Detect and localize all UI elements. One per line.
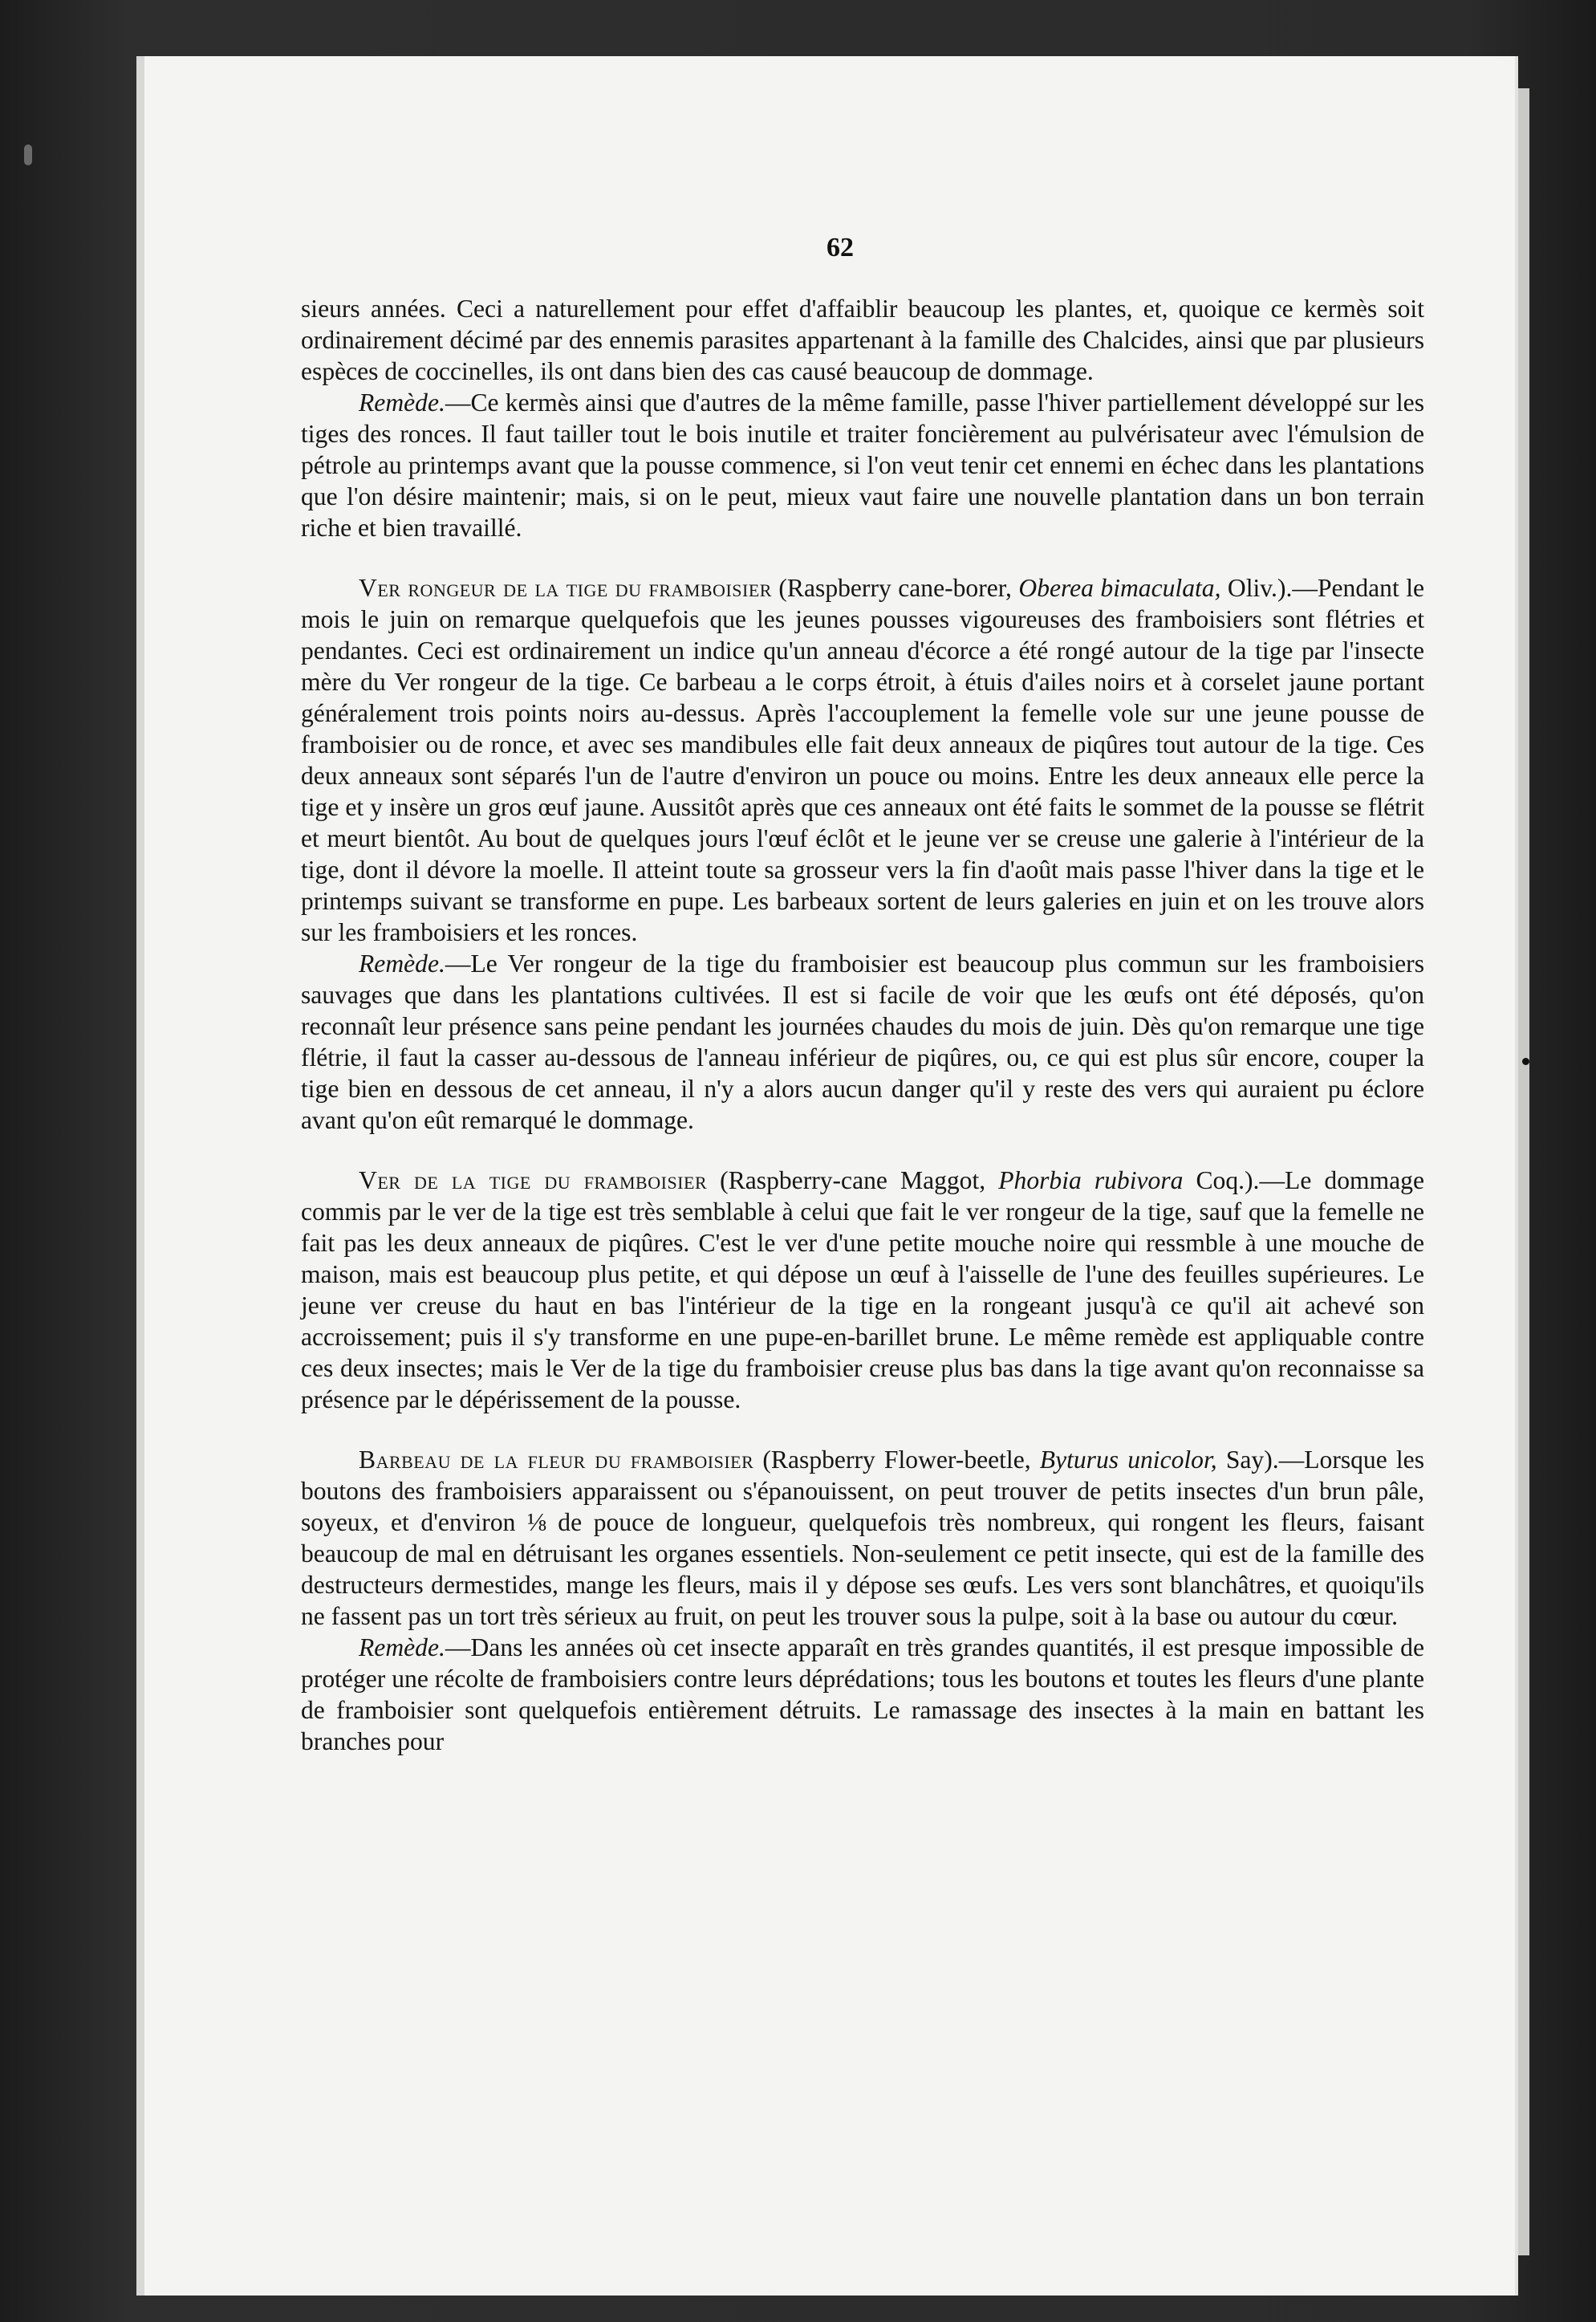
smallcaps-heading: Ver rongeur de la tige du framboisier bbox=[359, 574, 772, 602]
page-number: 62 bbox=[826, 233, 854, 262]
text-run: Coq.).—Le dommage commis par le ver de la tige est très semblable à celui que fait le ver rongeur de la tige, sauf que la femelle ne fait pas les deux anneaux de piqûres. C'est le ver d'une petite mouche noire qui ressmble à une mouche de maison, mais est beaucoup plus petite, et qui dépose un œuf à l'aisselle de l'une des feuilles supérieures. Le jeune ver creuse du haut en bas l'intérieur de la tige en la rongeant jusqu'à ce qu'il ait achevé son accroissement; puis il s'y transforme en une pupe-en-barillet brune. Le même remède est appliquable contre ces deux insectes; mais le Ver de la tige du framboisier creuse plus bas dans la tige avant qu'on reconnaisse sa présence par le dépérissement de la pousse. bbox=[301, 1166, 1424, 1413]
smallcaps-heading: Barbeau de la fleur du framboisier bbox=[359, 1446, 754, 1474]
italic-run: Remède. bbox=[359, 388, 445, 417]
paragraph-remede-ver-rongeur bbox=[301, 948, 1424, 1136]
margin-mark bbox=[24, 144, 32, 165]
body-text bbox=[301, 293, 1424, 1757]
paragraph-barbeau-fleur bbox=[301, 1444, 1424, 1632]
text-run: Say).—Lorsque les boutons des framboisiers apparaissent ou s'épanouissent, on peut trouver de petits insectes d'un brun pâle, soyeux, et d'environ ⅛ de pouce de longueur, quelquefois très nombreux, qui rongent les fleurs, faisant beaucoup de mal en détruisant les organes essentiels. Non-seulement ce petit insecte, qui est de la famille des destructeurs dermestides, mange les fleurs, mais il y dépose ses œufs. Les vers sont blanchâtres, et quoiqu'ils ne fassent pas un tort très sérieux au fruit, on peut les trouver sous la pulpe, soit à la base ou autour du cœur. bbox=[301, 1446, 1424, 1630]
paragraph-continuation bbox=[301, 293, 1424, 387]
text-run: —Dans les années où cet insecte apparaît en très grandes quantités, il est presque impossible de protéger une récolte de framboisiers contre leurs déprédations; tous les boutons et toutes les fleurs d'une plante de framboisier sont quelquefois entièrement détruits. Le ramassage des insectes à la main en battant les branches pour bbox=[301, 1633, 1424, 1755]
italic-run: Remède. bbox=[359, 1633, 445, 1661]
text-run: —Le Ver rongeur de la tige du framboisier est beaucoup plus commun sur les framboisiers sauvages que dans les plantations cultivées. Il est si facile de voir que les œufs ont été déposés, qu'on reconnaît leur présence sans peine pendant les journées chaudes du mois de juin. Dès qu'on remarque une tige flétrie, il faut la casser au-dessous de l'anneau inférieur de piqûres, ou, ce qui est plus sûr encore, couper la tige bien en dessous de cet anneau, il n'y a alors aucun danger qu'il y reste des vers qui auraient pu éclore avant qu'on eût remarqué le dommage. bbox=[301, 950, 1424, 1134]
ink-dot bbox=[1522, 1058, 1529, 1065]
paragraph-ver-tige bbox=[301, 1165, 1424, 1415]
paragraph-remede-barbeau bbox=[301, 1632, 1424, 1757]
text-run: sieurs années. Ceci a naturellement pour effet d'affaiblir beaucoup les plantes, et, quoique ce kermès soit ordinairement décimé par des ennemis parasites appartenant à la famille des Chalcides, ainsi que par plusieurs espèces de coccinelles, ils ont dans bien des cas causé beaucoup de dommage. bbox=[301, 295, 1424, 385]
text-run: (Raspberry-cane Maggot, bbox=[707, 1166, 999, 1194]
text-run: —Ce kermès ainsi que d'autres de la même famille, passe l'hiver partiellement développé sur les tiges des ronces. Il faut tailler tout le bois inutile et traiter foncièrement au pulvérisateur avec l'émulsion de pétrole au printemps avant que la pousse commence, si l'on veut tenir cet ennemi en échec dans les plantations que l'on désire maintenir; mais, si on le peut, mieux vaut faire une nouvelle plantation dans un bon terrain riche et bien travaillé. bbox=[301, 388, 1424, 542]
paragraph-ver-rongeur bbox=[301, 572, 1424, 948]
smallcaps-heading: Ver de la tige du framboisier bbox=[359, 1166, 708, 1194]
text-run: Oliv.).—Pendant le mois le juin on remarque quelquefois que les jeunes pousses vigoureuses des framboisiers sont flétries et pendantes. Ceci est ordinairement un indice qu'un anneau d'écorce a été rongé autour de la tige par l'insecte mère du Ver rongeur de la tige. Ce barbeau a le corps étroit, à étuis d'ailes noirs et à corselet jaune portant généralement trois points noirs au-dessus. Après l'accouplement la femelle vole sur une jeune pousse de framboisier ou de ronce, et avec ses mandibules elle fait deux anneaux de piqûres tout autour de la tige. Ces deux anneaux sont séparés l'un de l'autre d'environ un pouce ou moins. Entre les deux anneaux elle perce la tige et y insère un gros œuf jaune. Aussitôt après que ces anneaux ont été faits le sommet de la pousse se flétrit et meurt bientôt. Au bout de quelques jours l'œuf éclôt et le jeune ver se creuse une galerie à l'intérieur de la tige, dont il dévore la moelle. Il atteint toute sa grosseur vers la fin d'août mais passe l'hiver dans la tige et le printemps suivant se transforme en pupe. Les barbeaux sortent de leurs galeries en juin et on les trouve alors sur les framboisiers et les ronces. bbox=[301, 574, 1424, 946]
text-run: (Raspberry Flower-beetle, bbox=[753, 1446, 1040, 1474]
italic-run: Oberea bimaculata, bbox=[1018, 574, 1221, 602]
italic-run: Remède. bbox=[359, 950, 445, 978]
paragraph-remede-kermes bbox=[301, 387, 1424, 543]
italic-run: Byturus unicolor, bbox=[1039, 1446, 1217, 1474]
page-edge bbox=[1518, 88, 1529, 2255]
text-run: (Raspberry cane-borer, bbox=[771, 574, 1019, 602]
italic-run: Phorbia rubivora bbox=[998, 1166, 1184, 1194]
